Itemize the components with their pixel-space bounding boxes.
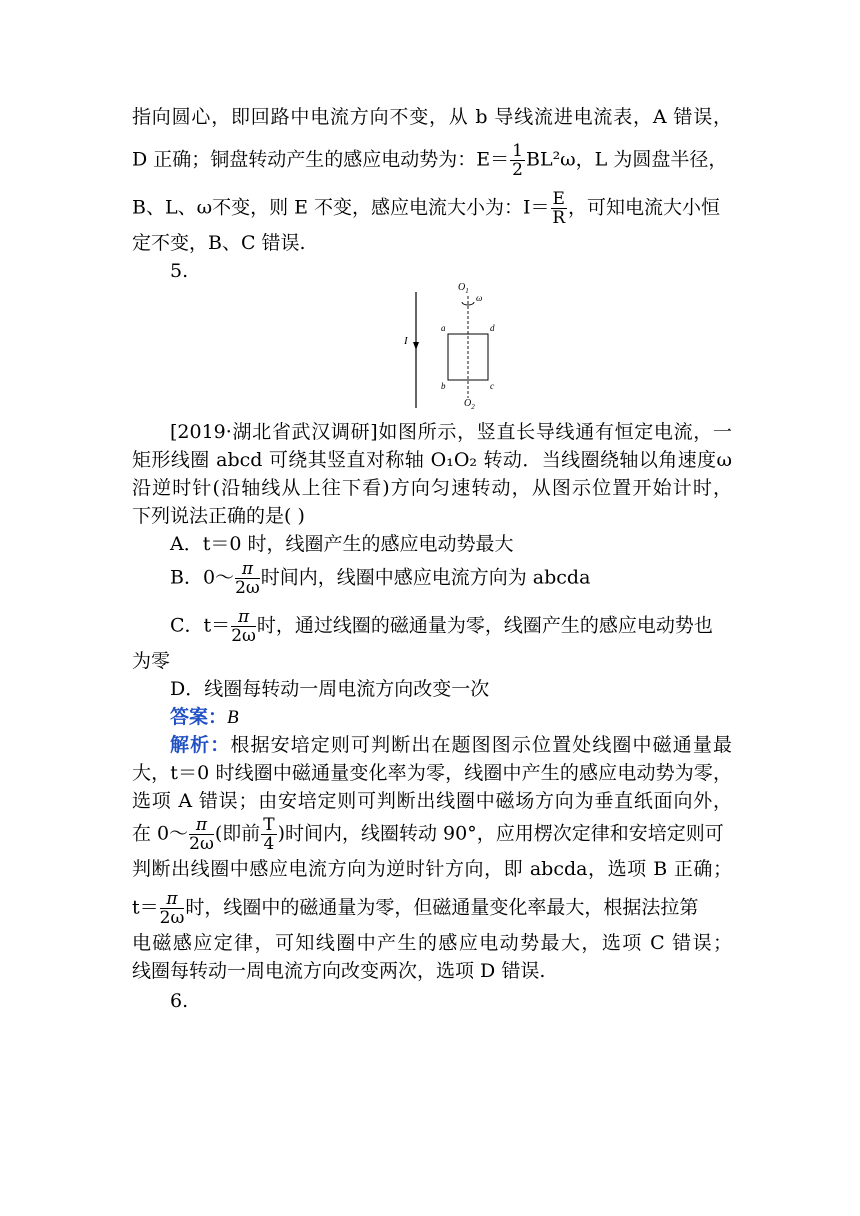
analysis-line3: 选项 A 错误；由安培定则可判断出线圈中磁场方向为垂直纸面向外，	[132, 790, 732, 812]
para1-line3: B、L、ω不变，则 E 不变，感应电流大小为：I＝ $\frac{E}{R}$ ，可知电流大小恒	[132, 189, 720, 228]
question-line1: [2019·湖北省武汉调研]如图所示，竖直长导线通有恒定电流，一	[170, 421, 732, 443]
corner-d-label: d	[490, 323, 495, 333]
answer-value: B	[227, 707, 239, 728]
answer-line	[170, 704, 732, 731]
current-arrow	[413, 342, 419, 350]
figure-wire-and-coil	[396, 282, 516, 410]
analysis-line8: 线圈每转动一周电流方向改变两次，选项 D 错误.	[132, 960, 546, 982]
fraction-pi-over-2omega: $\frac{\pi}{2\omega}$	[235, 559, 260, 598]
fraction-pi-over-2omega: $\frac{\pi}{2\omega}$	[231, 607, 256, 646]
answer-label: 答案：	[170, 706, 228, 728]
current-label: I	[404, 335, 408, 347]
omega-label: ω	[476, 293, 483, 303]
fraction-one-half: $\frac{1}{2}$	[512, 141, 523, 180]
para1-line1: 指向圆心，即回路中电流方向不变，从 b 导线流进电流表，A 错误，	[132, 106, 732, 128]
analysis-line4: 在 0～ $\frac{\pi}{2\omega}$ (即前 $\frac{T}{4}$ )时间内，线圈转动 90°，应用楞次定律和安培定则可	[132, 815, 724, 854]
analysis-line7: 电磁感应定律，可知线圈中产生的感应电动势最大，选项 C 错误；	[132, 932, 732, 954]
option-b: B．0～ $\frac{\pi}{2\omega}$ 时间内，线圈中感应电流方向为 abcda	[170, 559, 591, 598]
option-c: C．t＝ $\frac{\pi}{2\omega}$ 时，通过线圈的磁通量为零，线圈产生的感应电动势也	[170, 607, 713, 646]
para1-line2: D 正确；铜盘转动产生的感应电动势为：E＝ $\frac{1}{2}$ BL²ω，L 为圆盘半径，	[132, 141, 728, 180]
analysis-line2: 大，t＝0 时线圈中磁通量变化率为零，线圈中产生的感应电动势为零，	[132, 762, 732, 784]
question-line3: 沿逆时针(沿轴线从上往下看)方向匀速转动，从图示位置开始计时，	[132, 477, 732, 499]
question-6-number: 6.	[170, 990, 189, 1012]
question-line2: 矩形线圈 abcd 可绕其竖直对称轴 O₁O₂ 转动．当线圈绕轴以角速度ω	[132, 449, 732, 471]
option-d: D．线圈每转动一周电流方向改变一次	[170, 678, 490, 700]
axis-bottom-label: $O_2$	[464, 398, 475, 410]
fraction-pi-over-2omega: $\frac{\pi}{2\omega}$	[189, 815, 214, 854]
fraction-e-over-r: $\frac{E}{R}$	[552, 189, 566, 228]
analysis-line1: 解析：根据安培定则可判断出在题图图示位置处线圈中磁通量最	[170, 734, 732, 756]
corner-c-label: c	[490, 381, 494, 391]
corner-a-label: a	[441, 323, 446, 333]
corner-b-label: b	[441, 381, 446, 391]
fraction-pi-over-2omega: $\frac{\pi}{2\omega}$	[159, 889, 185, 928]
axis-top-label: $O_1$	[458, 282, 469, 295]
question-line4: 下列说法正确的是( )	[132, 505, 305, 527]
analysis-label: 解析：	[170, 734, 231, 756]
analysis-line6: t＝ $\frac{\pi}{2\omega}$ 时，线圈中的磁通量为零，但磁通量变化率最大，根据法拉第	[132, 889, 699, 928]
question-5-number: 5.	[170, 260, 189, 282]
option-c-line2: 为零	[132, 650, 171, 672]
analysis-line5: 判断出线圈中感应电流方向为逆时针方向，即 abcda，选项 B 正确；	[132, 858, 732, 880]
para1-line4: 定不变，B、C 错误.	[132, 232, 306, 254]
option-a: A．t＝0 时，线圈产生的感应电动势最大	[170, 533, 514, 555]
fraction-t-over-4: $\frac{T}{4}$	[263, 815, 275, 854]
